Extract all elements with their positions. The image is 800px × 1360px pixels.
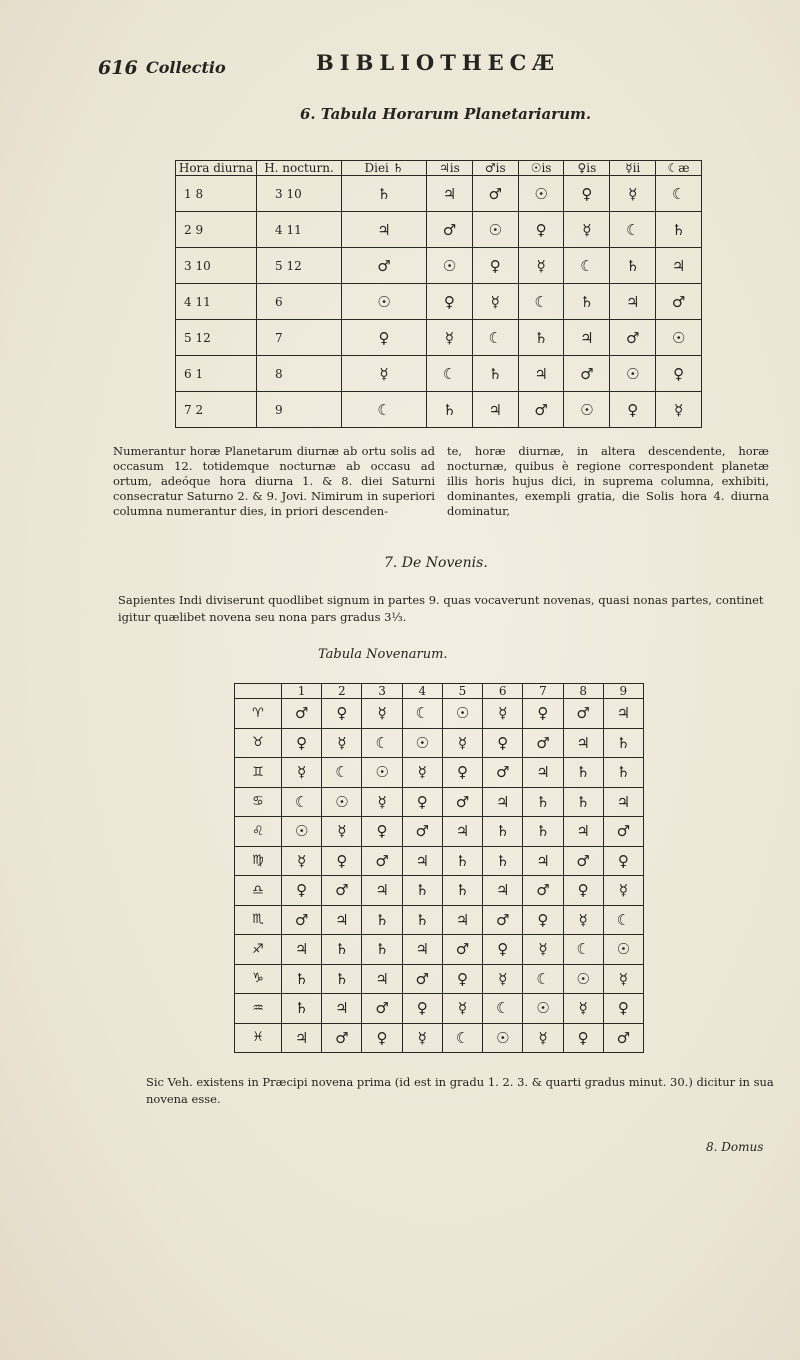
table-cell: ♄ — [282, 994, 322, 1024]
table-cell: ☾ — [472, 320, 518, 356]
table-header-row — [235, 684, 644, 699]
table-cell: 2 9 — [176, 212, 257, 248]
table-cell: ♀ — [442, 758, 482, 788]
table-cell: ♄ — [563, 758, 603, 788]
table-cell: ☉ — [472, 212, 518, 248]
table-cell: ☉ — [656, 320, 702, 356]
table-cell: ♂ — [523, 876, 563, 906]
table-cell: ☾ — [427, 356, 473, 392]
closing-paragraph: Sic Veh. existens in Præcipi novena prima (id est in gradu 1. 2. 3. & quarti gradus minut. 30.) dicitur in sua novena esse. — [146, 1075, 774, 1106]
table-header-cell: 9 — [603, 684, 643, 699]
table-row — [176, 284, 702, 320]
table-row — [235, 817, 644, 847]
table-cell: ♂ — [342, 248, 427, 284]
table-header-cell — [235, 684, 282, 699]
table-row — [235, 758, 644, 788]
novenarum-table-title: Tabula Novenarum. — [318, 647, 448, 662]
table-cell: 3 10 — [176, 248, 257, 284]
table-cell: ♄ — [518, 320, 564, 356]
table-cell: ♃ — [472, 392, 518, 428]
table-cell: ☉ — [362, 758, 402, 788]
table-cell: 6 — [257, 284, 342, 320]
table-cell: ♄ — [564, 284, 610, 320]
table-cell: ♃ — [483, 876, 523, 906]
section7-paragraph: Sapientes Indi diviserunt quodlibet signum in partes 9. quas vocaverunt novenas, quasi nonas partes, continet igitur quælibet novena seu nona pars gradus 3⅓. — [118, 593, 764, 624]
table-header-cell: 5 — [442, 684, 482, 699]
table-header-cell: ☿ii — [610, 161, 656, 176]
table-cell: ♀ — [362, 817, 402, 847]
table-cell: ♄ — [402, 905, 442, 935]
table-cell: ♃ — [483, 787, 523, 817]
table-cell: ♀ — [362, 1023, 402, 1053]
planetary-hours-table — [175, 160, 702, 428]
table-cell: ☿ — [603, 876, 643, 906]
table-cell: ♀ — [483, 728, 523, 758]
table-cell: ♄ — [603, 728, 643, 758]
table-cell: ☿ — [610, 176, 656, 212]
table-header-cell: Hora diurna — [176, 161, 257, 176]
table-cell: ♄ — [603, 758, 643, 788]
table-cell: ♂ — [483, 905, 523, 935]
table-cell: ♃ — [322, 994, 362, 1024]
table-cell: ☾ — [442, 1023, 482, 1053]
table-cell: ☉ — [402, 728, 442, 758]
table-row — [235, 846, 644, 876]
table-cell: ☉ — [282, 817, 322, 847]
table-cell: ♂ — [442, 935, 482, 965]
table-cell: ♄ — [427, 392, 473, 428]
table-cell: ♄ — [610, 248, 656, 284]
catchword: 8. Domus — [706, 1140, 764, 1154]
table-cell: ♄ — [442, 876, 482, 906]
table-cell: ☾ — [322, 758, 362, 788]
table-cell: ♀ — [523, 905, 563, 935]
table-cell: ☿ — [483, 964, 523, 994]
table-cell: ☿ — [322, 728, 362, 758]
table-cell: ♒ — [235, 994, 282, 1024]
table-cell: ♃ — [362, 964, 402, 994]
table-cell: ♂ — [362, 994, 402, 1024]
table-cell: ♃ — [342, 212, 427, 248]
table-cell: 7 2 — [176, 392, 257, 428]
table-cell: ♓ — [235, 1023, 282, 1053]
table-row — [235, 1023, 644, 1053]
table-cell: ♈ — [235, 699, 282, 729]
table-cell: ♄ — [483, 817, 523, 847]
table-cell: ♂ — [322, 876, 362, 906]
running-head-collectio: Collectio — [146, 58, 226, 77]
table-cell: ♂ — [402, 817, 442, 847]
table-cell: ♃ — [523, 846, 563, 876]
table-header-cell: 8 — [563, 684, 603, 699]
table-cell: ☿ — [427, 320, 473, 356]
table-cell: ☾ — [523, 964, 563, 994]
table-cell: ♄ — [563, 787, 603, 817]
table-cell: ♂ — [603, 817, 643, 847]
table-cell: ♀ — [523, 699, 563, 729]
table-cell: 7 — [257, 320, 342, 356]
table-cell: 9 — [257, 392, 342, 428]
table-header-cell: 1 — [282, 684, 322, 699]
table-row — [235, 935, 644, 965]
table-cell: ☿ — [282, 846, 322, 876]
table-cell: ♀ — [442, 964, 482, 994]
table-cell: ♀ — [322, 846, 362, 876]
table-cell: ♀ — [427, 284, 473, 320]
table-cell: ☿ — [362, 699, 402, 729]
table-cell: ☿ — [483, 699, 523, 729]
table-cell: ♀ — [564, 176, 610, 212]
table-cell: ☿ — [563, 905, 603, 935]
table-cell: ♄ — [282, 964, 322, 994]
table-cell: ☾ — [518, 284, 564, 320]
novenarum-table — [234, 683, 644, 1053]
table-cell: ♂ — [483, 758, 523, 788]
table-cell: ♂ — [656, 284, 702, 320]
running-head-title: BIBLIOTHECÆ — [316, 50, 561, 75]
table-cell: ♂ — [282, 699, 322, 729]
table-cell: ♋ — [235, 787, 282, 817]
table-cell: ♄ — [322, 935, 362, 965]
table-cell: ♂ — [442, 787, 482, 817]
table-cell: 6 1 — [176, 356, 257, 392]
table-header-cell: ♀is — [564, 161, 610, 176]
table-cell: ♀ — [483, 935, 523, 965]
table-cell: ♃ — [362, 876, 402, 906]
table-cell: ♂ — [563, 846, 603, 876]
table-row — [235, 699, 644, 729]
table-cell: ☿ — [656, 392, 702, 428]
table-cell: ♃ — [563, 728, 603, 758]
table-cell: ☿ — [442, 994, 482, 1024]
table-cell: ♃ — [518, 356, 564, 392]
table-cell: ♂ — [427, 212, 473, 248]
table-cell: ♉ — [235, 728, 282, 758]
table-cell: ♃ — [402, 846, 442, 876]
table-cell: ♂ — [523, 728, 563, 758]
table-row — [176, 248, 702, 284]
table-cell: ♄ — [656, 212, 702, 248]
table-cell: 4 11 — [176, 284, 257, 320]
table-header-cell: ♂is — [472, 161, 518, 176]
table-cell: ♏ — [235, 905, 282, 935]
table-header-cell: 6 — [483, 684, 523, 699]
table-cell: ♀ — [603, 846, 643, 876]
table-cell: ♃ — [427, 176, 473, 212]
table-cell: ♄ — [483, 846, 523, 876]
table-cell: ♀ — [342, 320, 427, 356]
table-cell: ♂ — [610, 320, 656, 356]
table-row — [176, 212, 702, 248]
table-cell: ♀ — [563, 1023, 603, 1053]
table-cell: ☉ — [322, 787, 362, 817]
table-cell: ♀ — [563, 876, 603, 906]
table-cell: ♃ — [563, 817, 603, 847]
table-cell: ☉ — [483, 1023, 523, 1053]
table-cell: ♀ — [472, 248, 518, 284]
table-cell: ☿ — [603, 964, 643, 994]
table-cell: ♃ — [322, 905, 362, 935]
table-cell: ☉ — [342, 284, 427, 320]
table-cell: ♃ — [442, 817, 482, 847]
table-cell: ☿ — [362, 787, 402, 817]
table-cell: ♄ — [523, 787, 563, 817]
table-header-cell: 3 — [362, 684, 402, 699]
section6-text-left: Numerantur horæ Planetarum diurnæ ab ortu solis ad occasum 12. totidemque nocturnæ ab occasu ad ortum, adeóque hora diurna 1. & 8. diei Saturni consecratur Saturno 2. & 9. Jovi. Nimirum in superiori columna numerantur dies, in priori descenden- — [113, 444, 435, 518]
table-cell: ☿ — [402, 758, 442, 788]
table-row — [176, 356, 702, 392]
table-cell: ♀ — [610, 392, 656, 428]
table-header-row — [176, 161, 702, 176]
table-cell: ♀ — [603, 994, 643, 1024]
table-cell: ☉ — [564, 392, 610, 428]
table-row — [235, 964, 644, 994]
table-cell: ♂ — [563, 699, 603, 729]
table-cell: ☉ — [563, 964, 603, 994]
table-cell: ♀ — [322, 699, 362, 729]
table-row — [235, 905, 644, 935]
table-cell: ☿ — [472, 284, 518, 320]
table-header-cell: 2 — [322, 684, 362, 699]
table-cell: 8 — [257, 356, 342, 392]
table-cell: ♂ — [322, 1023, 362, 1053]
table-row — [235, 787, 644, 817]
table-cell: ☿ — [342, 356, 427, 392]
table-cell: ♎ — [235, 876, 282, 906]
table-row — [235, 728, 644, 758]
table-cell: ♃ — [610, 284, 656, 320]
table-cell: ☾ — [610, 212, 656, 248]
table-cell: ☿ — [518, 248, 564, 284]
table-header-cell: ♃is — [427, 161, 473, 176]
table-cell: ☾ — [342, 392, 427, 428]
table-header-cell: H. nocturn. — [257, 161, 342, 176]
table-cell: ☿ — [322, 817, 362, 847]
table-row — [235, 876, 644, 906]
table-cell: ☉ — [610, 356, 656, 392]
table-cell: ☾ — [656, 176, 702, 212]
table-cell: ☉ — [603, 935, 643, 965]
table-cell: ♄ — [523, 817, 563, 847]
table-cell: ♄ — [472, 356, 518, 392]
table-cell: ☉ — [523, 994, 563, 1024]
table-cell: ♂ — [518, 392, 564, 428]
section7-title: 7. De Novenis. — [384, 555, 488, 571]
table-cell: ♀ — [402, 994, 442, 1024]
table-cell: ♃ — [603, 699, 643, 729]
table-cell: ♃ — [442, 905, 482, 935]
section6-title: 6. Tabula Horarum Planetariarum. — [300, 105, 592, 123]
table-cell: ♂ — [282, 905, 322, 935]
table-cell: ☾ — [402, 699, 442, 729]
table-header-cell: 4 — [402, 684, 442, 699]
table-cell: ♂ — [564, 356, 610, 392]
table-cell: ♄ — [362, 935, 402, 965]
table-cell: 5 12 — [257, 248, 342, 284]
table-header-cell: ☾æ — [656, 161, 702, 176]
table-cell: ♀ — [282, 876, 322, 906]
table-cell: ♀ — [656, 356, 702, 392]
page-number: 616 — [98, 57, 138, 79]
table-cell: ☉ — [442, 699, 482, 729]
table-cell: ☾ — [603, 905, 643, 935]
table-cell: ♂ — [603, 1023, 643, 1053]
table-header-cell: 7 — [523, 684, 563, 699]
table-cell: ♌ — [235, 817, 282, 847]
table-cell: ♄ — [342, 176, 427, 212]
table-cell: ☿ — [523, 935, 563, 965]
table-cell: ♀ — [518, 212, 564, 248]
table-cell: ♃ — [603, 787, 643, 817]
table-cell: ♀ — [282, 728, 322, 758]
table-cell: 3 10 — [257, 176, 342, 212]
table-cell: ♐ — [235, 935, 282, 965]
table-cell: ☉ — [518, 176, 564, 212]
table-cell: ☿ — [442, 728, 482, 758]
table-cell: ♀ — [402, 787, 442, 817]
table-cell: ♄ — [442, 846, 482, 876]
table-cell: ♂ — [472, 176, 518, 212]
table-cell: ☾ — [362, 728, 402, 758]
table-cell: ♃ — [402, 935, 442, 965]
table-cell: ☾ — [282, 787, 322, 817]
table-cell: ☉ — [427, 248, 473, 284]
section6-text-right: te, horæ diurnæ, in altera descendente, horæ nocturnæ, quibus è regione correspondent planetæ illis horis hujus dici, in suprema columna, exhibiti, dominantes, exempli gratia, die Solis hora 4. diurna dominatur, — [447, 444, 769, 518]
table-cell: ☿ — [523, 1023, 563, 1053]
table-cell: ♃ — [656, 248, 702, 284]
table-cell: ♄ — [402, 876, 442, 906]
table-cell: ♍ — [235, 846, 282, 876]
table-cell: ☾ — [483, 994, 523, 1024]
table-cell: ♂ — [362, 846, 402, 876]
table-cell: ♄ — [322, 964, 362, 994]
table-cell: ♂ — [402, 964, 442, 994]
table-cell: ♃ — [564, 320, 610, 356]
table-cell: 1 8 — [176, 176, 257, 212]
table-cell: ♃ — [523, 758, 563, 788]
table-cell: ☿ — [282, 758, 322, 788]
table-cell: ♃ — [282, 935, 322, 965]
table-row — [176, 176, 702, 212]
table-cell: 4 11 — [257, 212, 342, 248]
table-cell: ☿ — [402, 1023, 442, 1053]
table-cell: 5 12 — [176, 320, 257, 356]
table-header-cell: ☉is — [518, 161, 564, 176]
table-cell: ☾ — [564, 248, 610, 284]
table-cell: ☾ — [563, 935, 603, 965]
table-row — [235, 994, 644, 1024]
table-cell: ☿ — [563, 994, 603, 1024]
table-row — [176, 320, 702, 356]
table-row — [176, 392, 702, 428]
table-cell: ♊ — [235, 758, 282, 788]
table-cell: ♑ — [235, 964, 282, 994]
table-header-cell: Diei ♄ — [342, 161, 427, 176]
table-cell: ♃ — [282, 1023, 322, 1053]
table-cell: ☿ — [564, 212, 610, 248]
table-cell: ♄ — [362, 905, 402, 935]
